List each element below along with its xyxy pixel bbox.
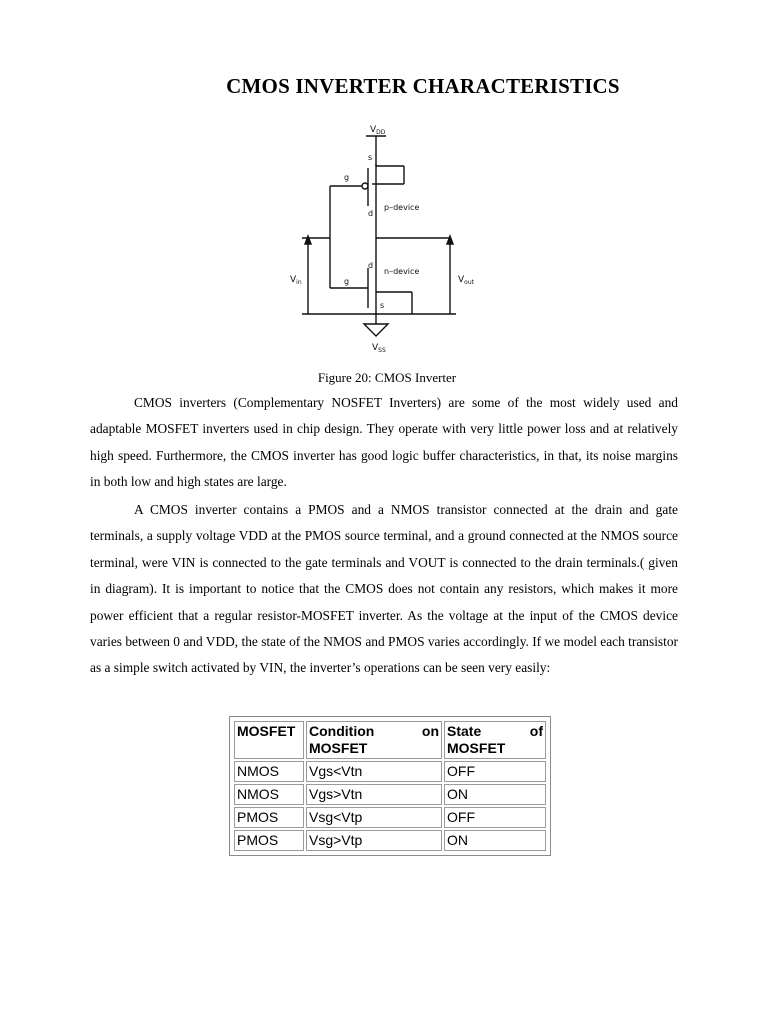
vin-label: $V_{in}$ bbox=[290, 275, 302, 286]
page-title: CMOS INVERTER CHARACTERISTICS bbox=[226, 74, 620, 98]
header-mosfet: MOSFET bbox=[234, 721, 304, 759]
table-row bbox=[234, 761, 546, 782]
cell-state: ON bbox=[444, 830, 546, 851]
n-device-label: n–device bbox=[384, 267, 420, 276]
paragraph-2: A CMOS inverter contains a PMOS and a NMOS transistor connected at the drain and gate terminals, a supply voltage VDD at the PMOS source terminal, and a ground connected at the NMOS source terminal, were VIN is connected to the gate terminals and VOUT is connected to the drain terminals.( given in diagram). It is important to notice that the CMOS does not contain any resistors, which makes it more power efficient that a regular resistor-MOSFET inverter. As the voltage at the input of the CMOS device varies between 0 and VDD, the state of the NMOS and PMOS varies accordingly. If we model each transistor as a simple switch activated by VIN, the inverter’s operations can be seen very easily: bbox=[90, 502, 678, 676]
cell-mosfet: NMOS bbox=[234, 784, 304, 805]
d-bottom-label: d bbox=[368, 261, 374, 270]
mosfet-state-table bbox=[229, 716, 551, 856]
cell-mosfet: NMOS bbox=[234, 761, 304, 782]
vdd-label: $V_{DD}$ bbox=[370, 125, 386, 136]
figure-caption: Figure 20: CMOS Inverter bbox=[317, 370, 457, 385]
circuit-svg bbox=[280, 118, 500, 364]
s-top-label: s bbox=[368, 153, 373, 162]
cell-state: ON bbox=[444, 784, 546, 805]
cell-condition: Vgs>Vtn bbox=[306, 784, 442, 805]
paragraph-1: CMOS inverters (Complementary NOSFET Inverters) are some of the most widely used and adaptable MOSFET inverters used in chip design. They operate with very little power loss and at relatively high speed. Furthermore, the CMOS inverter has good logic buffer characteristics, in that, its noise margins in both low and high states are large. bbox=[90, 395, 678, 490]
g-top-label: g bbox=[344, 173, 350, 182]
s-bottom-label: s bbox=[380, 301, 385, 310]
table-row bbox=[234, 830, 546, 851]
p-device-label: p–device bbox=[384, 203, 420, 212]
table-row bbox=[234, 784, 546, 805]
d-top-label: d bbox=[368, 209, 374, 218]
table-header-row bbox=[234, 721, 546, 759]
cell-mosfet: PMOS bbox=[234, 807, 304, 828]
cmos-inverter-diagram bbox=[280, 118, 500, 364]
vout-label: $V_{out}$ bbox=[458, 275, 474, 286]
vss-label: $V_{SS}$ bbox=[372, 343, 386, 354]
cell-condition: Vsg<Vtp bbox=[306, 807, 442, 828]
header-condition: Condition on MOSFET bbox=[306, 721, 442, 759]
g-bottom-label: g bbox=[344, 277, 350, 286]
cell-condition: Vsg>Vtp bbox=[306, 830, 442, 851]
cell-state: OFF bbox=[444, 807, 546, 828]
table bbox=[232, 719, 548, 853]
cell-mosfet: PMOS bbox=[234, 830, 304, 851]
cell-state: OFF bbox=[444, 761, 546, 782]
table-row bbox=[234, 807, 546, 828]
header-state: State of MOSFET bbox=[444, 721, 546, 759]
cell-condition: Vgs<Vtn bbox=[306, 761, 442, 782]
